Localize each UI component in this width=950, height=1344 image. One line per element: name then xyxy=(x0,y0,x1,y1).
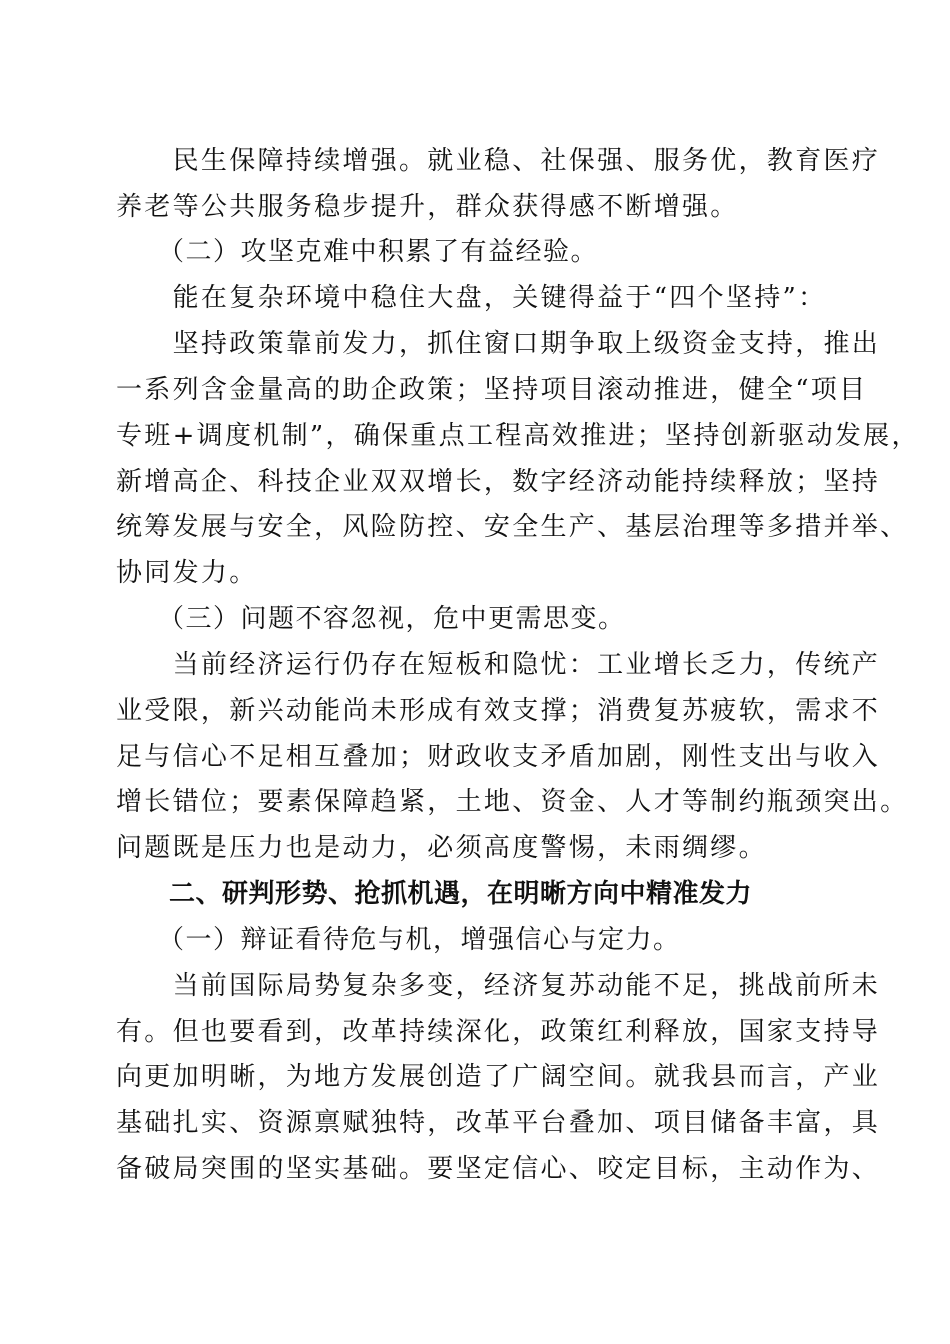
paragraph-line: 当前经济运行仍存在短板和隐忧：工业增长乏力，传统产 xyxy=(116,650,881,680)
paragraph-line: 专班+调度机制”，确保重点工程高效推进；坚持创新驱动发展， xyxy=(116,421,920,451)
paragraph-line: 足与信心不足相互叠加；财政收支矛盾加剧，刚性支出与收入 xyxy=(116,742,881,772)
section-heading: 二、研判形势、抢抓机遇，在明晰方向中精准发力 xyxy=(116,879,753,909)
paragraph-line: 一系列含金量高的助企政策；坚持项目滚动推进，健全“项目 xyxy=(116,375,868,405)
paragraph-line: 基础扎实、资源禀赋独特，改革平台叠加、项目储备丰富，具 xyxy=(116,1108,881,1138)
paragraph-line: 向更加明晰，为地方发展创造了广阔空间。就我县而言，产业 xyxy=(116,1062,881,1092)
paragraph-line: 新增高企、科技企业双双增长，数字经济动能持续释放；坚持 xyxy=(116,467,881,497)
paragraph-line: 能在复杂环境中稳住大盘，关键得益于“四个坚持”： xyxy=(116,283,827,313)
paragraph-line: 统筹发展与安全，风险防控、安全生产、基层治理等多措并举、 xyxy=(116,512,909,542)
paragraph-line: 有。但也要看到，改革持续深化，政策红利释放，国家支持导 xyxy=(116,1017,881,1047)
section-subheading: （二）攻坚克难中积累了有益经验。 xyxy=(116,237,599,267)
paragraph-line: 当前国际局势复杂多变，经济复苏动能不足，挑战前所未 xyxy=(116,971,881,1001)
paragraph-line: 增长错位；要素保障趋紧，土地、资金、人才等制约瓶颈突出。 xyxy=(116,787,909,817)
paragraph-line: 协同发力。 xyxy=(116,558,258,588)
section-subheading: （一）辩证看待危与机，增强信心与定力。 xyxy=(116,925,681,955)
paragraph-line: 坚持政策靠前发力，抓住窗口期争取上级资金支持，推出 xyxy=(116,329,881,359)
paragraph-line: 备破局突围的坚实基础。要坚定信心、咬定目标，主动作为、 xyxy=(116,1154,881,1184)
paragraph-line: 养老等公共服务稳步提升，群众获得感不断增强。 xyxy=(116,192,739,222)
paragraph-line: 业受限，新兴动能尚未形成有效支撑；消费复苏疲软，需求不 xyxy=(116,696,881,726)
paragraph-line: 民生保障持续增强。就业稳、社保强、服务优，教育医疗 xyxy=(116,146,881,176)
section-subheading: （三）问题不容忽视，危中更需思变。 xyxy=(116,604,626,634)
paragraph-line: 问题既是压力也是动力，必须高度警惕，未雨绸缪。 xyxy=(116,833,767,863)
